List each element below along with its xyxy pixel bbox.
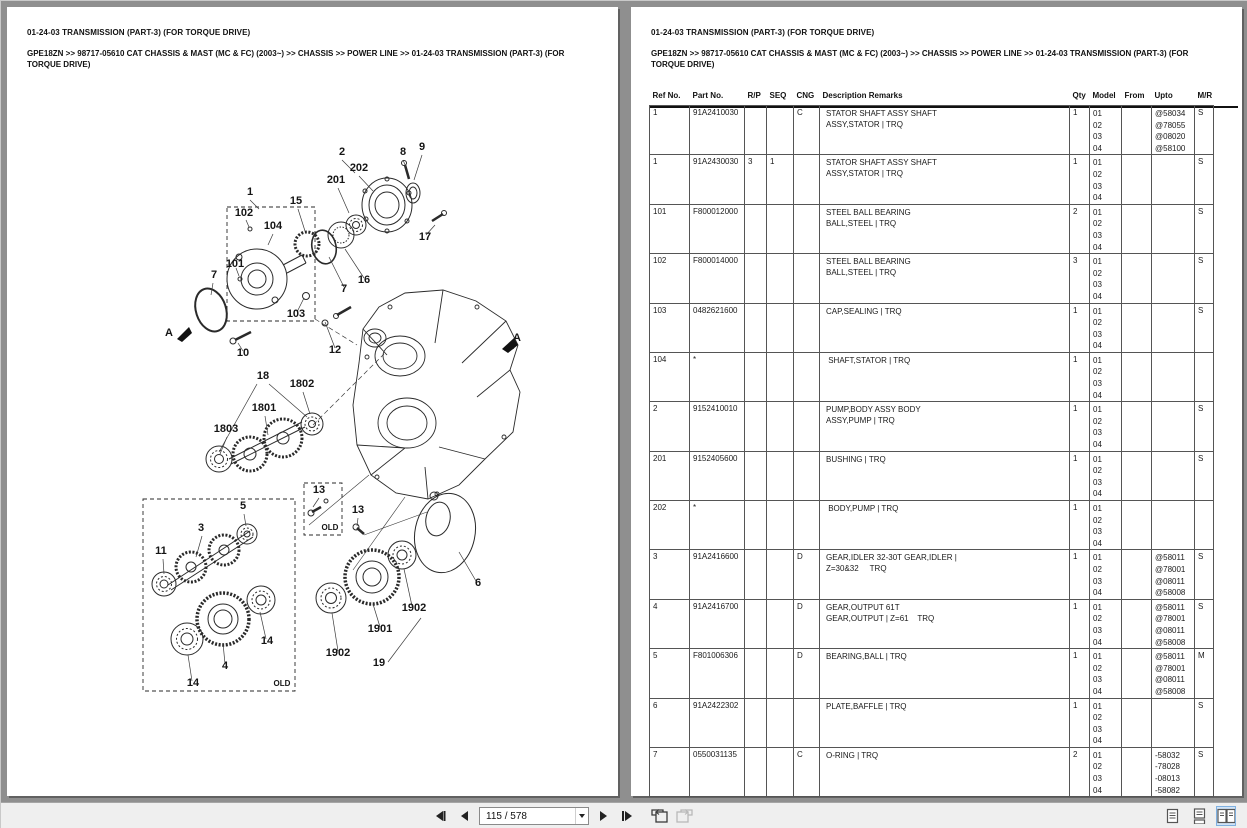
table-row <box>650 747 1214 796</box>
table-row <box>650 106 1214 155</box>
cell-upto <box>1152 155 1195 204</box>
cell <box>794 501 820 550</box>
cell <box>745 451 767 500</box>
cell: 91A2422302 <box>690 698 745 747</box>
cell: 1 <box>1070 698 1090 747</box>
cell-model: 01 02 03 04 <box>1090 402 1122 451</box>
cell: S <box>1195 698 1214 747</box>
cell <box>794 155 820 204</box>
cell <box>745 106 767 155</box>
cell-description: PLATE,BAFFLE | TRQ <box>820 698 1070 747</box>
column-header: CNG <box>796 91 815 100</box>
cell-description: STATOR SHAFT ASSY SHAFT ASSY,STATOR | TRQ <box>820 106 1070 155</box>
chevron-down-icon <box>579 814 585 818</box>
cell: D <box>794 599 820 648</box>
cell-from <box>1122 501 1152 550</box>
cell: S <box>1195 550 1214 599</box>
cell: 91A2416700 <box>690 599 745 648</box>
cell-from <box>1122 106 1152 155</box>
facing-pages-view-button[interactable] <box>1216 806 1236 826</box>
callout-label: 18 <box>256 370 270 382</box>
cell: F801006306 <box>690 649 745 698</box>
callout-label: 4 <box>221 660 229 672</box>
cell: F800012000 <box>690 204 745 253</box>
cell: 1 <box>650 106 690 155</box>
cell-model: 01 02 03 04 <box>1090 204 1122 253</box>
cell <box>794 254 820 303</box>
cell <box>794 352 820 401</box>
page-title: 01-24-03 TRANSMISSION (PART-3) (FOR TORQUE DRIVE) <box>651 28 875 37</box>
bolt-13-old <box>308 499 328 516</box>
cell-model: 01 02 03 04 <box>1090 649 1122 698</box>
table-row <box>650 649 1214 698</box>
cell: 1 <box>767 155 794 204</box>
first-page-button[interactable] <box>431 807 449 825</box>
callout-label: 3 <box>197 522 205 534</box>
callout-label: 103 <box>286 308 306 320</box>
cell-from <box>1122 254 1152 303</box>
cell-upto: @58011 @78001 @08011 @58008 <box>1152 599 1195 648</box>
cell-description: STEEL BALL BEARING BALL,STEEL | TRQ <box>820 204 1070 253</box>
cell: S <box>1195 402 1214 451</box>
cell <box>794 451 820 500</box>
column-header: M/R <box>1197 91 1213 100</box>
column-header: Ref No. <box>652 91 681 100</box>
bolt-8 <box>402 161 410 180</box>
cell <box>767 747 794 796</box>
cell-description: STATOR SHAFT ASSY SHAFT ASSY,STATOR | TRQ <box>820 155 1070 204</box>
table-row <box>650 303 1214 352</box>
transmission-housing <box>353 290 520 499</box>
callout-label: 102 <box>234 207 254 219</box>
table-row <box>650 254 1214 303</box>
old-gearset <box>152 524 275 655</box>
column-header: Description Remarks <box>822 91 903 100</box>
cell-from <box>1122 698 1152 747</box>
document-viewport <box>1 1 1247 802</box>
cell-model: 01 02 03 04 <box>1090 698 1122 747</box>
o-ring-7 <box>190 284 232 335</box>
dashed-box-old-gearset <box>143 499 295 691</box>
navigation-toolbar <box>1 802 1247 828</box>
cell-upto <box>1152 451 1195 500</box>
previous-view-button[interactable] <box>651 807 669 825</box>
view-mode-group <box>1162 806 1236 826</box>
cell: 6 <box>650 698 690 747</box>
continuous-view-button[interactable] <box>1189 806 1209 826</box>
cell <box>745 698 767 747</box>
cell-upto <box>1152 204 1195 253</box>
column-header: SEQ <box>769 91 787 100</box>
cell: C <box>794 106 820 155</box>
cell <box>794 402 820 451</box>
cell <box>745 599 767 648</box>
column-header: R/P <box>747 91 761 100</box>
cell: 1 <box>1070 402 1090 451</box>
cell: 5 <box>650 649 690 698</box>
cell-description: SHAFT,STATOR | TRQ <box>820 352 1070 401</box>
cell: 1 <box>1070 501 1090 550</box>
next-page-button[interactable] <box>595 807 613 825</box>
callout-label: 8 <box>399 146 407 158</box>
cell: 103 <box>650 303 690 352</box>
cell-description: O-RING | TRQ <box>820 747 1070 796</box>
cell: 101 <box>650 204 690 253</box>
cell-model: 01 02 03 04 <box>1090 155 1122 204</box>
old-label: OLD <box>273 679 291 688</box>
cell: S <box>1195 303 1214 352</box>
table-row <box>650 402 1214 451</box>
table-row <box>650 204 1214 253</box>
cell-from <box>1122 599 1152 648</box>
cell-description: PUMP,BODY ASSY BODY ASSY,PUMP | TRQ <box>820 402 1070 451</box>
cell: * <box>690 501 745 550</box>
cell <box>745 254 767 303</box>
cell-from <box>1122 747 1152 796</box>
page-right-parts-list <box>631 7 1242 796</box>
cell: S <box>1195 747 1214 796</box>
callout-label: 10 <box>236 347 250 359</box>
baffle-plate-6 <box>407 488 482 579</box>
cell-upto <box>1152 254 1195 303</box>
cell: 3 <box>650 550 690 599</box>
flange-202 <box>362 177 412 233</box>
bolt-13 <box>353 524 364 534</box>
table-row <box>650 599 1214 648</box>
cell: S <box>1195 451 1214 500</box>
callout-label: 13 <box>312 484 326 496</box>
page-dropdown-button[interactable] <box>575 808 588 824</box>
cell-upto <box>1152 352 1195 401</box>
cell <box>745 747 767 796</box>
callout-label: 13 <box>351 504 365 516</box>
cell-description: GEAR,IDLER 32-30T GEAR,IDLER | Z=30&32 TRQ <box>820 550 1070 599</box>
callout-label: 1802 <box>289 378 315 390</box>
next-view-button[interactable] <box>675 807 693 825</box>
cell <box>745 501 767 550</box>
cell: S <box>1195 155 1214 204</box>
cell-from <box>1122 451 1152 500</box>
bolt-12 <box>322 307 351 326</box>
cell-model: 01 02 03 04 <box>1090 352 1122 401</box>
cell: 3 <box>1070 254 1090 303</box>
column-header: Qty <box>1072 91 1086 100</box>
cell-from <box>1122 550 1152 599</box>
cell-description: GEAR,OUTPUT 61T GEAR,OUTPUT | Z=61 TRQ <box>820 599 1070 648</box>
cell-from <box>1122 402 1152 451</box>
cell <box>767 649 794 698</box>
cell <box>767 698 794 747</box>
callout-label: 1801 <box>251 402 277 414</box>
breadcrumb: GPE18ZN >> 98717-05610 CAT CHASSIS & MAST (MC & FC) (2003~) >> CHASSIS >> POWER LINE >> 01-24-03 TRANSMISSION (PART-3) (FOR TORQUE DRIVE) <box>651 49 1189 69</box>
cell: 7 <box>650 747 690 796</box>
cell-from <box>1122 649 1152 698</box>
page-left-diagram <box>7 7 618 796</box>
callout-label: 201 <box>326 174 346 186</box>
cell: 1 <box>1070 352 1090 401</box>
callout-label: 19 <box>372 657 386 669</box>
exploded-parts-diagram <box>7 7 618 796</box>
cell: 2 <box>1070 204 1090 253</box>
cell-model: 01 02 03 04 <box>1090 451 1122 500</box>
cell-description: BUSHING | TRQ <box>820 451 1070 500</box>
cell-description: CAP,SEALING | TRQ <box>820 303 1070 352</box>
callout-label: 11 <box>155 545 167 557</box>
column-header: Model <box>1092 91 1116 100</box>
cell: 202 <box>650 501 690 550</box>
bolt-17 <box>432 211 447 222</box>
cell-upto: @58011 @78001 @08011 @58008 <box>1152 649 1195 698</box>
cell <box>745 303 767 352</box>
cell: 91A2416600 <box>690 550 745 599</box>
parts-table <box>649 91 1214 797</box>
cell: S <box>1195 254 1214 303</box>
cell <box>745 550 767 599</box>
callout-label: 14 <box>186 677 200 689</box>
bolt-10 <box>230 332 251 344</box>
cell: 1 <box>1070 303 1090 352</box>
cell-from <box>1122 303 1152 352</box>
cell: 1 <box>1070 106 1090 155</box>
callout-label: 1803 <box>213 423 239 435</box>
cell <box>745 649 767 698</box>
cell: 201 <box>650 451 690 500</box>
cell: 4 <box>650 599 690 648</box>
callout-label: 101 <box>225 258 245 270</box>
callout-label: 7 <box>340 283 348 295</box>
previous-page-button[interactable] <box>455 807 473 825</box>
callout-label: 16 <box>357 274 371 286</box>
cell-model: 01 02 03 04 <box>1090 501 1122 550</box>
cell <box>1195 352 1214 401</box>
cell: F800014000 <box>690 254 745 303</box>
cell: 0550031135 <box>690 747 745 796</box>
cell <box>767 254 794 303</box>
seal-9 <box>406 183 420 203</box>
callout-labels <box>155 141 521 689</box>
callout-label: 1902 <box>325 647 351 659</box>
cell-model: 01 02 03 04 <box>1090 106 1122 155</box>
cell: 2 <box>1070 747 1090 796</box>
cell: 91A2430030 <box>690 155 745 204</box>
callout-label: 6 <box>474 577 482 589</box>
page-indicator[interactable]: 115 / 578 <box>486 810 527 822</box>
cell: 9152405600 <box>690 451 745 500</box>
page-title: 01-24-03 TRANSMISSION (PART-3) (FOR TORQUE DRIVE) <box>27 28 251 37</box>
callout-label: 1 <box>246 186 254 198</box>
cell: 1 <box>1070 550 1090 599</box>
cell <box>1195 501 1214 550</box>
cell: 0482621600 <box>690 303 745 352</box>
callout-label: 5 <box>239 500 247 512</box>
callout-label: 2 <box>338 146 346 158</box>
view-a-arrows <box>177 327 518 353</box>
cell: 102 <box>650 254 690 303</box>
cell <box>794 698 820 747</box>
cell-from <box>1122 204 1152 253</box>
callout-label: 14 <box>260 635 274 647</box>
cell: D <box>794 649 820 698</box>
table-row <box>650 155 1214 204</box>
table-row <box>650 550 1214 599</box>
column-header: From <box>1124 91 1145 100</box>
cell: 91A2410030 <box>690 106 745 155</box>
cell <box>745 352 767 401</box>
cell-upto: @58034 @78055 @08020 @58100 <box>1152 106 1195 155</box>
callout-label: 104 <box>263 220 283 232</box>
table-header-row <box>650 91 1214 106</box>
page-nav-group <box>431 806 693 826</box>
cell-model: 01 02 03 04 <box>1090 599 1122 648</box>
cell: 3 <box>745 155 767 204</box>
table-row <box>650 451 1214 500</box>
cell: 9152410010 <box>690 402 745 451</box>
column-header: Upto <box>1154 91 1173 100</box>
cell-upto <box>1152 402 1195 451</box>
cell-model: 01 02 03 04 <box>1090 303 1122 352</box>
cell <box>745 204 767 253</box>
callout-label: 1901 <box>367 623 393 635</box>
callout-label: 7 <box>210 269 218 281</box>
cell <box>767 599 794 648</box>
column-header: Part No. <box>692 91 724 100</box>
breadcrumb: GPE18ZN >> 98717-05610 CAT CHASSIS & MAST (MC & FC) (2003~) >> CHASSIS >> POWER LINE >> 01-24-03 TRANSMISSION (PART-3) (FOR TORQUE DRIVE) <box>27 49 565 69</box>
cell: S <box>1195 106 1214 155</box>
cell: C <box>794 747 820 796</box>
cell-description: BODY,PUMP | TRQ <box>820 501 1070 550</box>
cell: 1 <box>650 155 690 204</box>
cell: M <box>1195 649 1214 698</box>
cell-model: 01 02 03 04 <box>1090 747 1122 796</box>
gearshaft-18 <box>206 413 323 472</box>
cell-upto <box>1152 698 1195 747</box>
cell: D <box>794 550 820 599</box>
cell: 1 <box>1070 649 1090 698</box>
cell-from <box>1122 155 1152 204</box>
cell-description: STEEL BALL BEARING BALL,STEEL | TRQ <box>820 254 1070 303</box>
cell-upto <box>1152 303 1195 352</box>
cell: 1 <box>1070 451 1090 500</box>
table-row <box>650 352 1214 401</box>
cell-model: 01 02 03 04 <box>1090 254 1122 303</box>
cell <box>767 303 794 352</box>
callout-label: A <box>513 332 521 344</box>
cell <box>794 303 820 352</box>
cell-description: BEARING,BALL | TRQ <box>820 649 1070 698</box>
cell: 1 <box>1070 599 1090 648</box>
cell: * <box>690 352 745 401</box>
cell-upto: -58032 -78028 -08013 -58082 <box>1152 747 1195 796</box>
cell: 2 <box>650 402 690 451</box>
callout-label: 17 <box>418 231 432 243</box>
callout-label: A <box>165 327 173 339</box>
single-page-view-button[interactable] <box>1162 806 1182 826</box>
cell: S <box>1195 204 1214 253</box>
page-number-combobox[interactable] <box>479 807 589 825</box>
callout-label: 1902 <box>401 602 427 614</box>
cell <box>767 550 794 599</box>
cell <box>767 352 794 401</box>
callout-label: 202 <box>349 162 369 174</box>
cell <box>767 106 794 155</box>
parts-table-container <box>649 91 1214 797</box>
callout-label: 12 <box>328 344 342 356</box>
cell <box>767 451 794 500</box>
cell-upto <box>1152 501 1195 550</box>
table-row <box>650 501 1214 550</box>
cell <box>767 402 794 451</box>
callout-label: 9 <box>418 141 426 153</box>
cell <box>745 402 767 451</box>
cell-from <box>1122 352 1152 401</box>
cell <box>767 204 794 253</box>
cell-upto: @58011 @78001 @08011 @58008 <box>1152 550 1195 599</box>
cell: 1 <box>1070 155 1090 204</box>
last-page-button[interactable] <box>619 807 637 825</box>
cell: 104 <box>650 352 690 401</box>
table-row <box>650 698 1214 747</box>
callout-label: 15 <box>289 195 303 207</box>
cell-model: 01 02 03 04 <box>1090 550 1122 599</box>
old-label: OLD <box>321 523 339 532</box>
cell <box>794 204 820 253</box>
cell: S <box>1195 599 1214 648</box>
cell <box>767 501 794 550</box>
